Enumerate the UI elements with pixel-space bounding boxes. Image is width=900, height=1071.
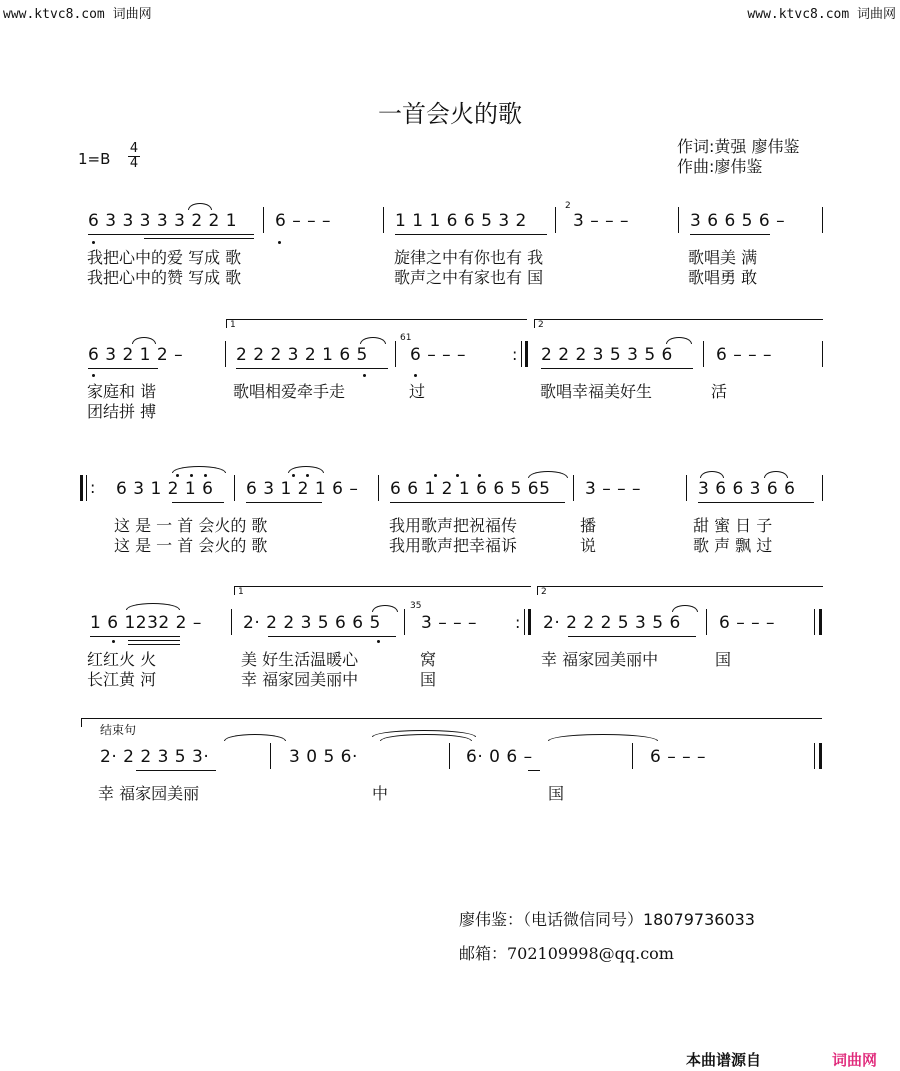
beam-line	[698, 502, 814, 503]
lyric-1-1: 家庭和 谐	[87, 382, 157, 401]
barline	[822, 475, 823, 501]
lyric-2-2: 幸 福家园美丽中	[241, 670, 359, 689]
low-octave-dot	[377, 640, 380, 643]
beam-line	[88, 368, 158, 369]
measure-1-3: 1 1 1 6 6 5 3 2	[395, 211, 527, 231]
lyric-2-3: 说	[580, 536, 597, 555]
tie-arc	[132, 337, 156, 344]
measure-4-5: 6 – – –	[719, 613, 776, 633]
lyric-1-3: 窝	[420, 650, 437, 669]
lyric-1-4: 歌唱幸福美好生	[540, 382, 653, 401]
barline	[449, 743, 450, 769]
contact-email[interactable]: 邮箱：702109998@qq.com	[459, 944, 674, 963]
high-octave-dot	[434, 474, 437, 477]
barline	[383, 207, 384, 233]
barline	[521, 341, 522, 367]
beam-line	[128, 644, 180, 645]
low-octave-dot	[92, 241, 95, 244]
measure-4-4: 2· 2 2 2 5 3 5 6	[543, 613, 681, 633]
volta-number: 1	[230, 320, 236, 330]
lyric-1-2: 美 好生活温暖心	[241, 650, 359, 669]
beam-line	[144, 238, 254, 239]
footer-brand-link[interactable]: 词曲网	[832, 1051, 878, 1069]
tie-arc	[224, 734, 286, 741]
contact-phone: 廖伟鉴：（电话微信同号）18079736033	[459, 910, 755, 929]
beam-line	[528, 770, 540, 771]
measure-5-1: 2· 2 2 3 5 3·	[100, 747, 210, 767]
barline	[225, 341, 226, 367]
barline	[822, 207, 823, 233]
beam-line	[390, 502, 565, 503]
lyric-1-2: 旋律之中有你也有 我	[394, 248, 544, 267]
tie-arc	[700, 471, 724, 478]
lyricist-credit: 作词:黄强 廖伟鉴	[677, 137, 800, 156]
tie-arc	[188, 203, 212, 210]
slur-arc	[288, 466, 324, 473]
grace-note: 35	[410, 601, 422, 611]
barline	[814, 743, 815, 769]
time-signature	[128, 142, 140, 171]
volta-bracket-2	[537, 586, 823, 595]
final-barline	[819, 743, 822, 769]
volta-number: 2	[538, 320, 544, 330]
barline	[234, 475, 235, 501]
key-signature: 1=B	[78, 150, 111, 168]
lyric-2-1: 我把心中的赞 写成 歌	[87, 268, 242, 287]
barline	[686, 475, 687, 501]
lyric-1-4: 甜 蜜 日 子	[693, 516, 773, 535]
volta-number: 1	[238, 587, 244, 597]
beam-line	[690, 234, 770, 235]
low-octave-dot	[414, 374, 417, 377]
measure-4-1: 1 6 1232 2 –	[90, 613, 202, 633]
barline	[263, 207, 264, 233]
lyric-2-1: 这 是 一 首 会火的 歌	[114, 536, 268, 555]
lyric-1-3: 国	[548, 784, 565, 803]
barline	[378, 475, 379, 501]
barline	[706, 609, 707, 635]
beam-line	[128, 640, 180, 641]
slur-arc	[172, 466, 226, 473]
barline	[395, 341, 396, 367]
ending-label: 结束句	[100, 723, 137, 737]
barline	[703, 341, 704, 367]
beam-line	[246, 502, 322, 503]
tie-arc	[360, 337, 386, 344]
lyric-2-2: 我用歌声把幸福诉	[389, 536, 518, 555]
barline	[822, 341, 823, 367]
tie-arc	[764, 471, 788, 478]
composer-credit: 作曲:廖伟鉴	[677, 157, 763, 176]
repeat-end-dots: :	[515, 613, 521, 632]
high-octave-dot	[478, 474, 481, 477]
barline	[555, 207, 556, 233]
measure-4-2: 2· 2 2 3 5 6 6 5	[243, 613, 381, 633]
time-signature-top: 4	[129, 141, 139, 156]
measure-1-2: 6 – – –	[275, 211, 332, 231]
barline	[814, 609, 815, 635]
lyric-2-1: 长江黄 河	[87, 670, 157, 689]
barline	[86, 475, 87, 501]
grace-note: 61	[400, 333, 412, 343]
lyric-1-5: 国	[715, 650, 732, 669]
high-octave-dot	[190, 474, 193, 477]
volta-bracket-1	[226, 319, 527, 328]
lyric-1-2: 中	[372, 784, 389, 803]
repeat-end-barline	[525, 341, 528, 367]
measure-1-4: 3 – – –	[573, 211, 630, 231]
lyric-1-3: 歌唱美 满	[688, 248, 758, 267]
measure-5-4: 6 – – –	[650, 747, 707, 767]
measure-3-3: 6 6 1 2 1 6 6 5 65	[390, 479, 551, 499]
repeat-start-dots: :	[90, 478, 96, 497]
song-title: 一首会火的歌	[378, 100, 522, 128]
tie-arc	[372, 605, 398, 612]
measure-2-5: 6 – – –	[716, 345, 773, 365]
measure-2-3: 6 – – –	[410, 345, 467, 365]
final-barline	[819, 609, 822, 635]
lyric-1-1: 红红火 火	[87, 650, 157, 669]
high-octave-dot	[456, 474, 459, 477]
lyric-1-3: 过	[409, 382, 426, 401]
measure-5-2: 3 0 5 6·	[289, 747, 358, 767]
lyric-2-3: 歌唱勇 敢	[688, 268, 758, 287]
volta-number: 2	[541, 587, 547, 597]
time-signature-bottom: 4	[129, 156, 139, 171]
volta-bracket-2	[534, 319, 823, 328]
beam-line	[268, 636, 396, 637]
beam-line	[541, 368, 693, 369]
barline	[632, 743, 633, 769]
lyric-2-4: 歌 声 飘 过	[693, 536, 773, 555]
beam-line	[172, 502, 224, 503]
measure-3-2: 6 3 1 2 1 6 –	[246, 479, 359, 499]
measure-2-1: 6 3 2 1 2 –	[88, 345, 184, 365]
grace-note: 2	[565, 201, 571, 211]
lyric-2-2: 歌声之中有家也有 国	[394, 268, 544, 287]
high-octave-dot	[306, 474, 309, 477]
barline	[270, 743, 271, 769]
measure-5-3: 6· 0 6 –	[466, 747, 533, 767]
repeat-end-dots: :	[512, 345, 518, 364]
measure-3-1: 6 3 1 2 1 6	[116, 479, 214, 499]
barline	[404, 609, 405, 635]
tie-arc	[528, 471, 568, 478]
lyric-1-5: 活	[711, 382, 728, 401]
repeat-start-barline	[80, 475, 83, 501]
lyric-1-3: 播	[580, 516, 597, 535]
lyric-1-4: 幸 福家园美丽中	[541, 650, 659, 669]
site-header-left[interactable]: www.ktvc8.com 词曲网	[3, 7, 152, 22]
repeat-end-barline	[528, 609, 531, 635]
site-header-right[interactable]: www.ktvc8.com 词曲网	[747, 7, 896, 22]
low-octave-dot	[112, 640, 115, 643]
beam-line	[395, 234, 547, 235]
lyric-1-2: 歌唱相爱牵手走	[233, 382, 346, 401]
tie-arc	[666, 337, 692, 344]
measure-2-2: 2 2 2 3 2 1 6 5	[236, 345, 368, 365]
barline	[573, 475, 574, 501]
low-octave-dot	[363, 374, 366, 377]
measure-3-4: 3 – – –	[585, 479, 642, 499]
beam-line	[88, 234, 254, 235]
barline	[678, 207, 679, 233]
beam-line	[136, 770, 216, 771]
lyric-1-1: 幸 福家园美丽	[98, 784, 200, 803]
tie-arc	[672, 605, 698, 612]
lyric-2-3: 国	[420, 670, 437, 689]
low-octave-dot	[92, 374, 95, 377]
barline	[231, 609, 232, 635]
footer-source-text: 本曲谱源自	[686, 1051, 762, 1069]
lyric-1-1: 我把心中的爱 写成 歌	[87, 248, 242, 267]
measure-3-5: 3 6 6 3 6 6	[698, 479, 796, 499]
barline	[524, 609, 525, 635]
slur-arc	[126, 603, 180, 610]
tie-arc	[548, 734, 658, 741]
volta-bracket-1	[234, 586, 531, 595]
lyric-2-1: 团结拼 搏	[87, 402, 157, 421]
tie-arc	[380, 734, 472, 741]
beam-line	[90, 636, 180, 637]
low-octave-dot	[278, 241, 281, 244]
beam-line	[236, 368, 388, 369]
high-octave-dot	[204, 474, 207, 477]
measure-2-4: 2 2 2 3 5 3 5 6	[541, 345, 673, 365]
lyric-1-1: 这 是 一 首 会火的 歌	[114, 516, 268, 535]
ending-bracket	[81, 718, 822, 727]
measure-4-3: 3 – – –	[421, 613, 478, 633]
measure-1-1: 6 3 3 3 3 3 2 2 1	[88, 211, 238, 231]
high-octave-dot	[176, 474, 179, 477]
lyric-1-2: 我用歌声把祝福传	[389, 516, 518, 535]
beam-line	[568, 636, 696, 637]
high-octave-dot	[292, 474, 295, 477]
measure-1-5: 3 6 6 5 6 –	[690, 211, 786, 231]
